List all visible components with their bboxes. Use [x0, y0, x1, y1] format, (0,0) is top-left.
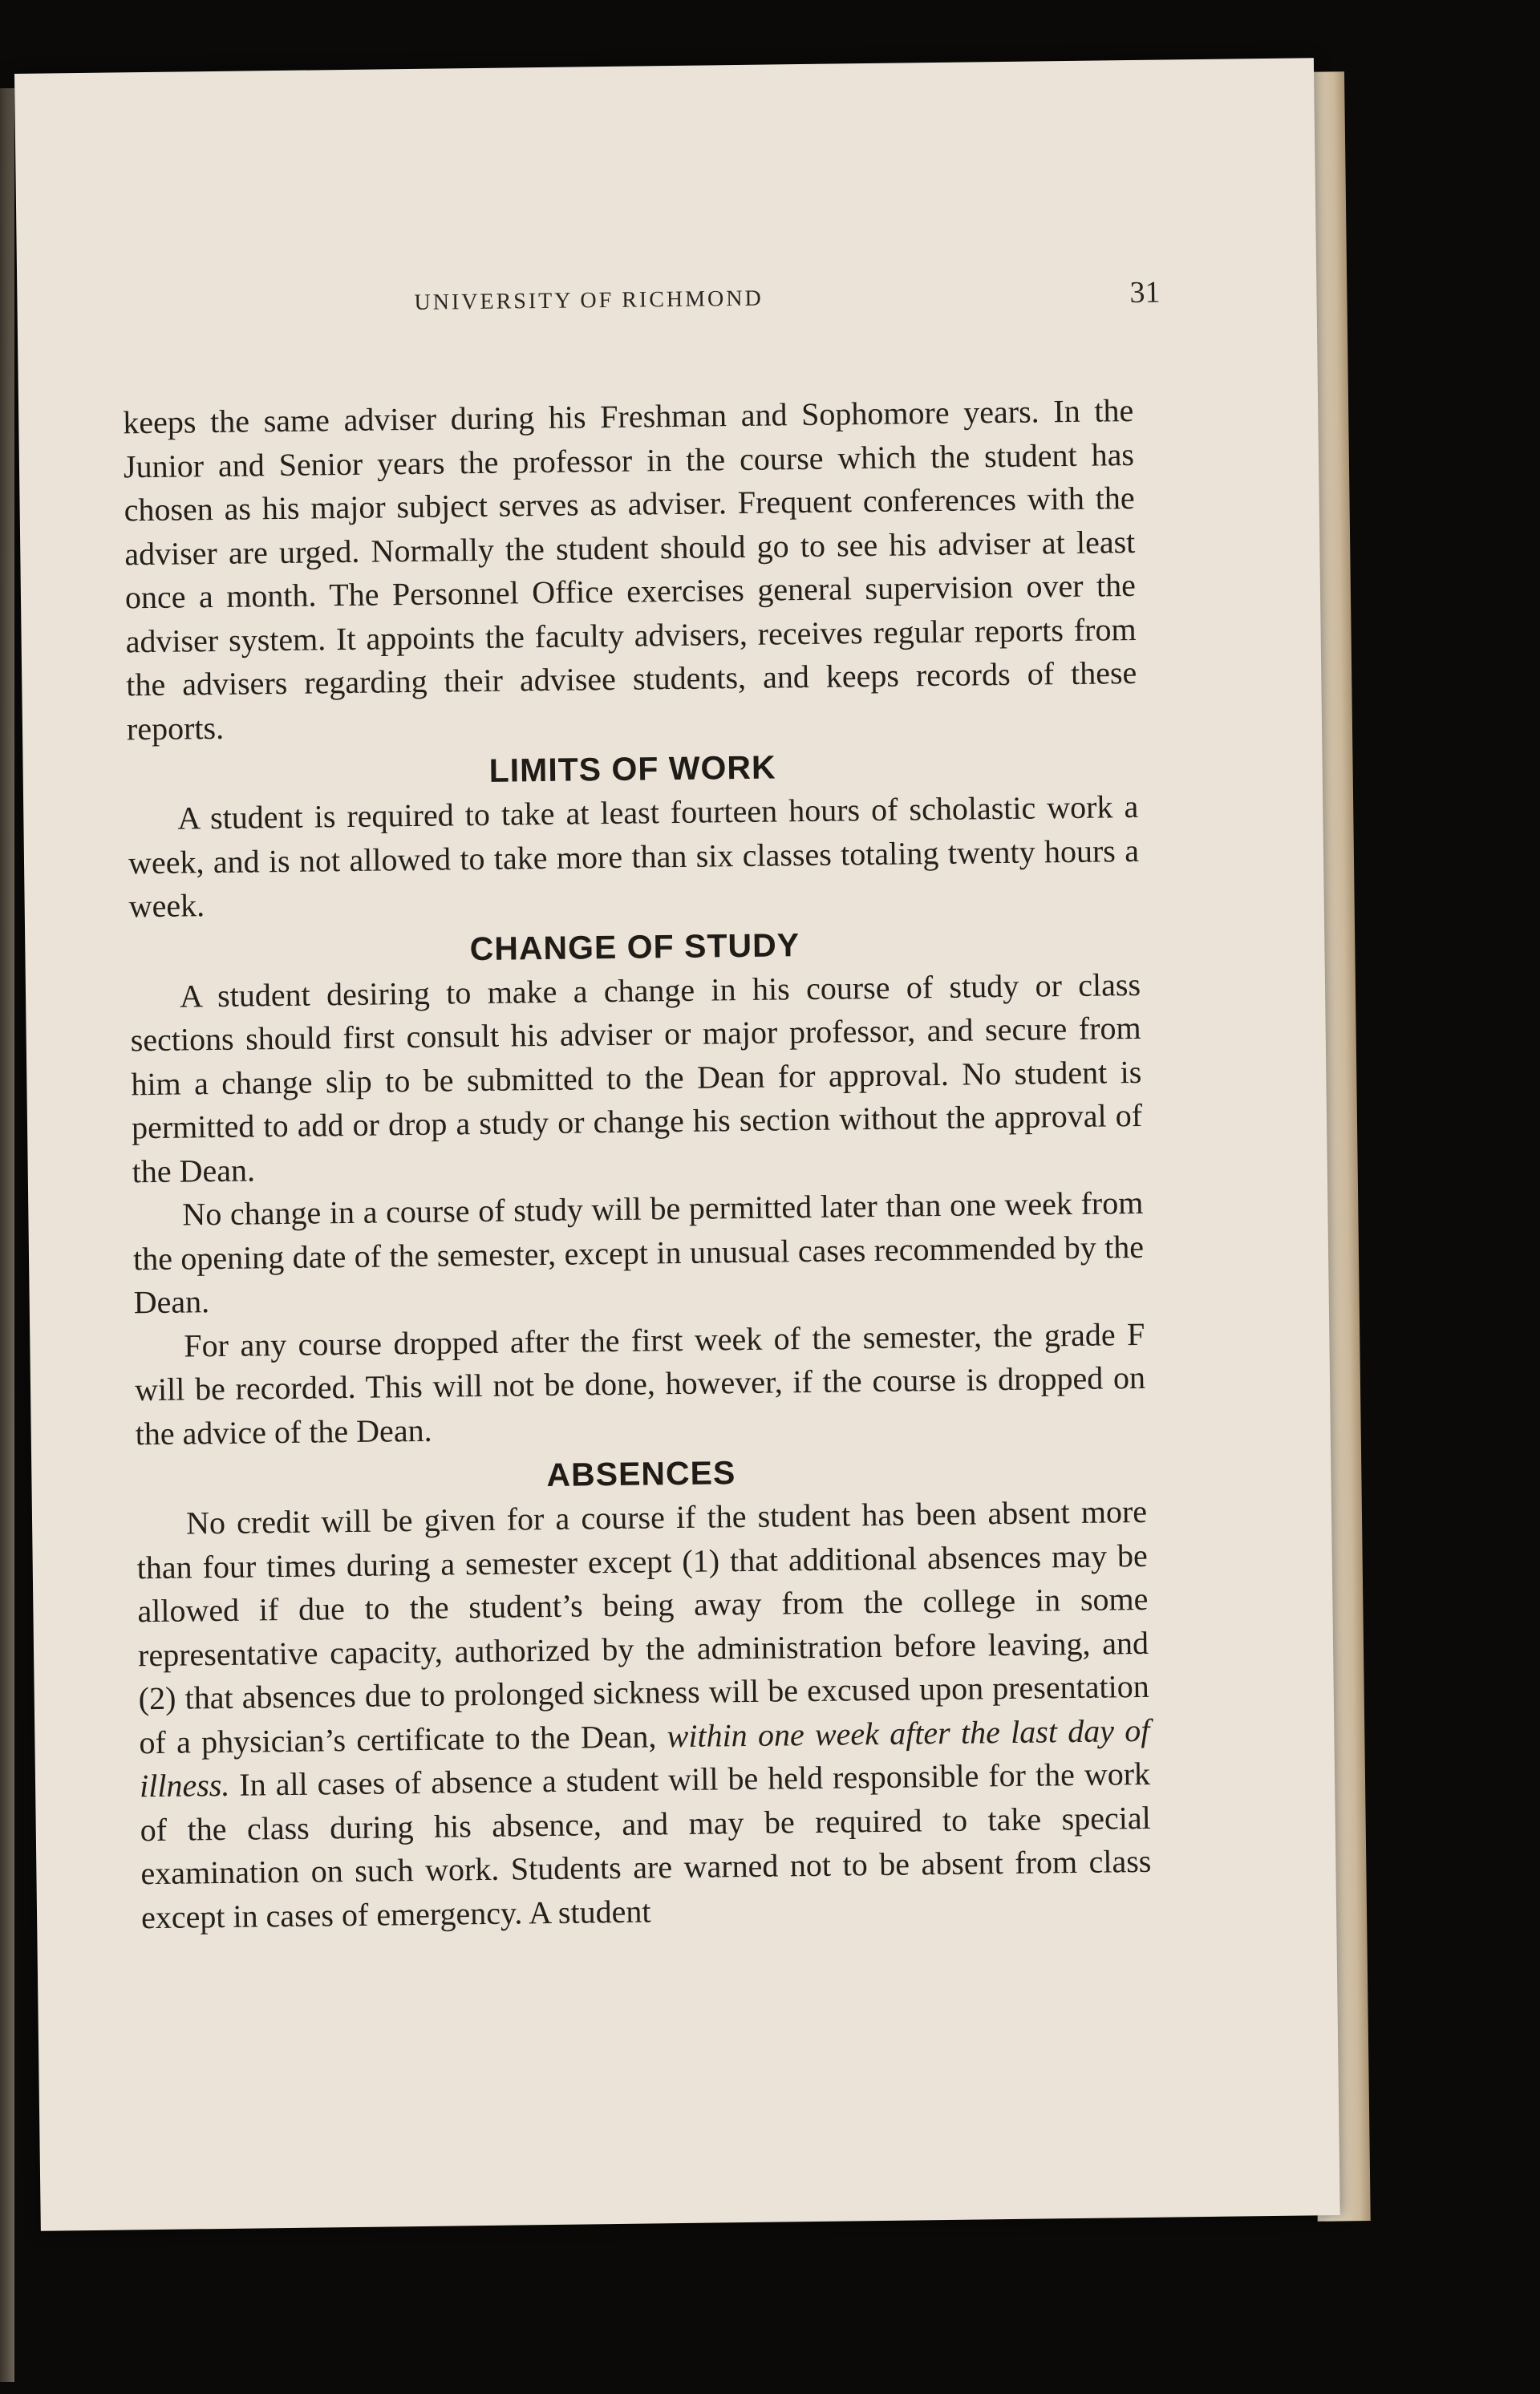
limits-of-work-heading: LIMITS OF WORK [488, 748, 776, 789]
adjacent-page-edge [0, 88, 14, 2382]
limits-of-work-paragraph: A student is required to take at least fourteen hours of scholastic work a week, and is not allowed to take more than six classes totaling twenty hours a week. [128, 788, 1140, 925]
absences-text-after: In all cases of absence a student will be held responsible for the work of the class during his absence, and may be required to take special examination on such work. Students are warned not to be absent from class except in cases of emergency. A student [140, 1755, 1152, 1935]
change-of-study-heading: CHANGE OF STUDY [469, 926, 800, 967]
change-of-study-paragraph: A student desiring to make a change in his course of study or class sections should first consult his adviser or major professor, and secure from him a change slip to be submitted to the Dean for approval. No student is permitted to add or drop a study or change his section without the approval of the Dean. [130, 966, 1143, 1189]
book-page [14, 58, 1340, 2231]
page-number: 31 [1129, 275, 1161, 310]
absences-paragraph [136, 1490, 1153, 1939]
absences-italic-text: within one week after the last day of illness. [139, 1711, 1150, 1805]
running-header [398, 275, 1161, 333]
intro-paragraph: keeps the same adviser during his Freshman and Sophomore years. In the Junior and Senior years the professor in the course which the student has chosen as his major subject serves as adviser. Frequent conferences with the adviser are urged. Normally the student should go to see his adviser at least once a month. The Personnel Office exercises general supervision over the adviser system. It appoints the faculty advisers, receives regular reports from the advisers regarding their advisee students, and keeps records of these reports. [123, 391, 1137, 747]
absences-heading: ABSENCES [546, 1454, 736, 1494]
body-text [123, 389, 1152, 1939]
change-of-study-paragraph: For any course dropped after the first week of the semester, the grade F will be recorded. This will not be done, however, if the course is dropped on the advice of the Dean. [134, 1315, 1146, 1452]
change-of-study-paragraph: No change in a course of study will be permitted later than one week from the opening date of the semester, except in unusual cases recommended by the Dean. [132, 1184, 1145, 1321]
absences-text-before: No credit will be given for a course if the student has been absent more than four times during a semester except (1) that additional absences may be allowed if due to the student’s being away from the college in some representative capacity, authorized by the administration before leaving, and (2) that absences due to prolonged sickness will be excused upon presentation of a physician’s certificate to the Dean, [136, 1493, 1149, 1760]
running-header-title: UNIVERSITY OF RICHMOND [414, 286, 764, 315]
